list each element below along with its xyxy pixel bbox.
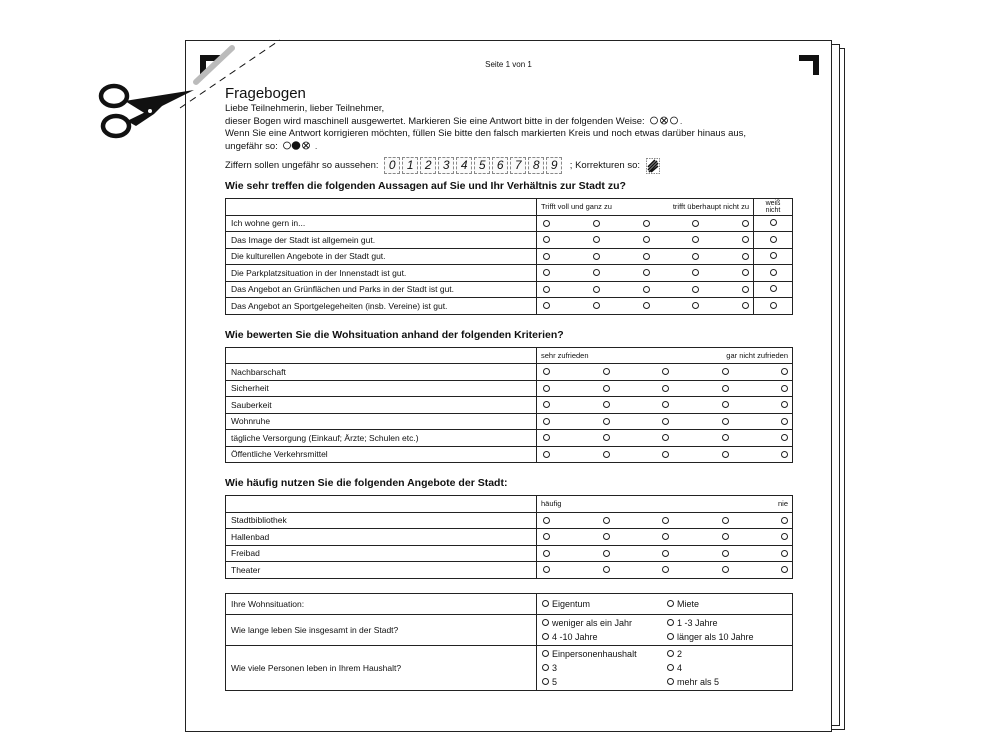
rating-radio[interactable] [593,253,600,260]
option-radio[interactable] [542,633,549,640]
item-label: Sauberkeit [226,397,537,414]
household-question: Wie viele Personen leben in Ihrem Haushalt? [226,645,537,690]
rating-radio[interactable] [781,533,788,540]
rating-radio[interactable] [603,434,610,441]
rating-radio[interactable] [603,533,610,540]
demographics-table [225,593,793,691]
rating-radio[interactable] [603,566,610,573]
digit-sample: 0 [384,157,400,174]
scale-right-label: trifft überhaupt nicht zu [672,202,749,212]
section-2-title: Wie bewerten Sie die Wohsituation anhand der folgenden Kriterien? [225,328,564,341]
digit-sample: 3 [438,157,454,174]
option-radio[interactable] [542,678,549,685]
rating-radio[interactable] [742,220,749,227]
section-1-title: Wie sehr treffen die folgenden Aussagen auf Sie und Ihr Verhältnis zur Stadt zu? [225,180,626,192]
rating-radio[interactable] [781,566,788,573]
rating-radio[interactable] [722,517,729,524]
option-radio[interactable] [667,678,674,685]
option-household[interactable] [667,649,787,659]
item-label: Das Image der Stadt ist allgemein gut. [226,232,537,249]
item-label: Stadtbibliothek [226,512,537,529]
rating-radio[interactable] [781,385,788,392]
marking-example-icon [650,116,684,125]
option-household[interactable] [542,677,667,687]
rating-radio[interactable] [543,253,550,260]
option-radio[interactable] [542,650,549,657]
option-duration[interactable] [667,632,787,642]
table-row [226,430,793,447]
rating-radio[interactable] [742,302,749,309]
duration-question: Wie lange leben Sie insgesamt in der Stadt? [226,614,537,645]
scale-right-label: gar nicht zufrieden [726,350,788,360]
item-label: Hallenbad [226,529,537,546]
rating-options [537,298,754,315]
rating-options [537,397,793,414]
option-radio[interactable] [667,664,674,671]
item-label: Das Angebot an Sportgelegeheiten (insb. Vereine) ist gut. [226,298,537,315]
option-label: 2 [677,648,683,659]
rating-radio[interactable] [662,385,669,392]
option-label: Einpersonenhaushalt [552,648,637,659]
intro-line-3: ungefähr so: . [225,141,795,154]
item-label: Sicherheit [226,380,537,397]
page-number: Seite 1 von 1 [485,60,532,69]
option-radio[interactable] [542,619,549,626]
rating-radio[interactable] [692,253,699,260]
dont-know-radio[interactable] [770,252,777,259]
rating-radio[interactable] [643,269,650,276]
scale-left-label: sehr zufrieden [541,350,589,360]
option-household[interactable] [667,677,787,687]
dont-know-cell [754,248,793,265]
attitudes-header-row [226,199,793,216]
table-row [226,446,793,463]
rating-options [537,281,754,298]
rating-radio[interactable] [643,302,650,309]
intro-greeting: Liebe Teilnehmerin, lieber Teilnehmer, [225,103,385,114]
table-row [226,232,793,249]
rating-radio[interactable] [692,236,699,243]
intro-line-2: Wenn Sie eine Antwort korrigieren möchten, füllen Sie bitte den falsch markierten Kreis und noch etwas darüber hinaus aus, [225,128,747,139]
table-row [226,364,793,381]
rating-radio[interactable] [722,566,729,573]
rating-options [537,380,793,397]
option-label: Miete [677,598,700,609]
rating-radio[interactable] [781,434,788,441]
digit-sample: 1 [402,157,418,174]
option-radio[interactable] [542,600,549,607]
option-household[interactable] [667,663,787,673]
digit-sample: 9 [546,157,562,174]
rating-radio[interactable] [662,451,669,458]
dont-know-radio[interactable] [770,302,777,309]
digit-sample: 7 [510,157,526,174]
rating-radio[interactable] [543,550,550,557]
digit-correction-example-icon [646,158,660,174]
rating-radio[interactable] [662,418,669,425]
rating-radio[interactable] [742,269,749,276]
item-label: Öffentliche Verkehrsmittel [226,446,537,463]
rating-options [537,562,793,579]
rating-radio[interactable] [543,302,550,309]
option-radio[interactable] [667,633,674,640]
dont-know-radio[interactable] [770,285,777,292]
rating-radio[interactable] [543,368,550,375]
rating-radio[interactable] [543,401,550,408]
option-radio[interactable] [667,619,674,626]
digit-sample: 4 [456,157,472,174]
option-label: mehr als 5 [677,676,720,687]
scale-header [537,496,793,513]
table-row [226,380,793,397]
table-row [226,215,793,232]
rating-radio[interactable] [543,236,550,243]
attitudes-table [225,198,793,315]
option-label: 1 -3 Jahre [677,617,718,628]
table-row [226,512,793,529]
rating-radio[interactable] [662,533,669,540]
digits-example-line: Ziffern sollen ungefähr so aussehen: 0 1 2 3 4 5 6 7 8 9 ; Korrekturen so: [225,157,795,174]
table-row [226,413,793,430]
household-options [537,645,793,690]
option-household[interactable] [542,663,667,673]
rating-radio[interactable] [593,269,600,276]
rating-radio[interactable] [543,451,550,458]
table-row [226,545,793,562]
household-row [226,645,793,690]
option-radio[interactable] [667,650,674,657]
rating-radio[interactable] [603,401,610,408]
digits-example [384,157,564,174]
option-label: Eigentum [552,598,591,609]
housing-options [537,593,793,614]
rating-radio[interactable] [603,418,610,425]
scale-left-label: Trifft voll und ganz zu [541,202,612,212]
document-title: Fragebogen [225,85,306,102]
rating-radio[interactable] [603,385,610,392]
rating-radio[interactable] [543,286,550,293]
rating-options [537,215,754,232]
rating-radio[interactable] [781,550,788,557]
rating-radio[interactable] [543,385,550,392]
digit-sample: 2 [420,157,436,174]
rating-radio[interactable] [722,385,729,392]
rating-radio[interactable] [643,286,650,293]
rating-options [537,512,793,529]
option-radio[interactable] [542,664,549,671]
svg-text:.: . [680,117,683,126]
housing-question: Ihre Wohnsituation: [226,593,537,614]
rating-options [537,446,793,463]
duration-options [537,614,793,645]
table-row [226,298,793,315]
option-label: 5 [552,676,558,687]
scale-left-label: häufig [541,499,562,509]
rating-radio[interactable] [593,236,600,243]
scale-header [537,199,754,216]
table-row [226,265,793,282]
scissors-icon [96,80,196,142]
option-radio[interactable] [667,600,674,607]
item-label: Die Parkplatzsituation in der Innenstadt ist gut. [226,265,537,282]
digit-sample: 6 [492,157,508,174]
table-row [226,248,793,265]
rating-radio[interactable] [781,368,788,375]
header-empty-cell [226,496,537,513]
rating-options [537,545,793,562]
rating-options [537,248,754,265]
digit-sample: 8 [528,157,544,174]
rating-radio[interactable] [662,434,669,441]
dont-know-cell [754,232,793,249]
rating-radio[interactable] [692,220,699,227]
item-label: Wohnruhe [226,413,537,430]
option-household[interactable] [542,649,667,659]
dont-know-cell [754,281,793,298]
rating-radio[interactable] [543,269,550,276]
option-housing[interactable] [542,599,667,609]
scale-right-label: nie [777,499,788,509]
rating-radio[interactable] [603,517,610,524]
table-row [226,397,793,414]
rating-radio[interactable] [603,368,610,375]
duration-row [226,614,793,645]
rating-options [537,265,754,282]
dont-know-cell [754,215,793,232]
rating-radio[interactable] [603,451,610,458]
option-housing[interactable] [667,599,787,609]
rating-radio[interactable] [662,566,669,573]
rating-radio[interactable] [643,220,650,227]
header-empty-cell [226,199,537,216]
living-situation-table [225,347,793,464]
rating-options [537,529,793,546]
dont-know-radio[interactable] [770,219,777,226]
item-label: tägliche Versorgung (Einkauf; Ärzte; Schulen etc.) [226,430,537,447]
option-duration[interactable] [667,618,787,628]
rating-radio[interactable] [692,302,699,309]
header-empty-cell [226,347,537,364]
option-duration[interactable] [542,632,667,642]
digit-sample: 5 [474,157,490,174]
rating-radio[interactable] [781,451,788,458]
table-row [226,281,793,298]
scale-header [537,347,793,364]
rating-radio[interactable] [643,236,650,243]
dont-know-header: weiß nicht [754,199,793,216]
rating-radio[interactable] [692,286,699,293]
rating-radio[interactable] [603,550,610,557]
option-label: länger als 10 Jahre [677,631,754,642]
rating-radio[interactable] [781,401,788,408]
dont-know-radio[interactable] [770,269,777,276]
rating-options [537,430,793,447]
rating-radio[interactable] [662,368,669,375]
table-row [226,562,793,579]
rating-options [537,364,793,381]
rating-radio[interactable] [722,533,729,540]
rating-radio[interactable] [543,533,550,540]
correction-example-icon [283,141,323,150]
dont-know-cell [754,298,793,315]
option-label: 3 [552,662,558,673]
rating-radio[interactable] [722,451,729,458]
rating-options [537,232,754,249]
option-label: 4 -10 Jahre [552,631,598,642]
item-label: Ich wohne gern in... [226,215,537,232]
rating-radio[interactable] [543,566,550,573]
rating-radio[interactable] [543,418,550,425]
rating-radio[interactable] [722,434,729,441]
table-row [226,529,793,546]
rating-radio[interactable] [742,286,749,293]
section-3-title: Wie häufig nutzen Sie die folgenden Angebote der Stadt: [225,477,508,489]
rating-options [537,413,793,430]
questionnaire-page [185,40,832,732]
rating-radio[interactable] [593,286,600,293]
option-label: weniger als ein Jahr [552,617,633,628]
rating-radio[interactable] [593,302,600,309]
rating-radio[interactable] [781,418,788,425]
dont-know-cell [754,265,793,282]
rating-radio[interactable] [662,550,669,557]
rating-radio[interactable] [742,253,749,260]
rating-radio[interactable] [781,517,788,524]
option-label: 4 [677,662,683,673]
dont-know-radio[interactable] [770,236,777,243]
rating-radio[interactable] [643,253,650,260]
rating-radio[interactable] [742,236,749,243]
item-label: Theater [226,562,537,579]
rating-radio[interactable] [722,550,729,557]
intro-line-1: dieser Bogen wird maschinell ausgewertet. Markieren Sie eine Antwort bitte in der folgenden Weise: . [225,115,683,127]
rating-radio[interactable] [543,517,550,524]
item-label: Das Angebot an Grünflächen und Parks in der Stadt ist gut. [226,281,537,298]
rating-radio[interactable] [722,418,729,425]
rating-radio[interactable] [662,517,669,524]
rating-radio[interactable] [662,401,669,408]
housing-row [226,593,793,614]
svg-text:.: . [315,142,318,151]
rating-radio[interactable] [722,401,729,408]
rating-radio[interactable] [722,368,729,375]
rating-radio[interactable] [593,220,600,227]
item-label: Die kulturellen Angebote in der Stadt gut. [226,248,537,265]
usage-frequency-table [225,495,793,579]
rating-radio[interactable] [543,434,550,441]
item-label: Freibad [226,545,537,562]
rating-radio[interactable] [543,220,550,227]
item-label: Nachbarschaft [226,364,537,381]
rating-radio[interactable] [692,269,699,276]
option-duration[interactable] [542,618,667,628]
